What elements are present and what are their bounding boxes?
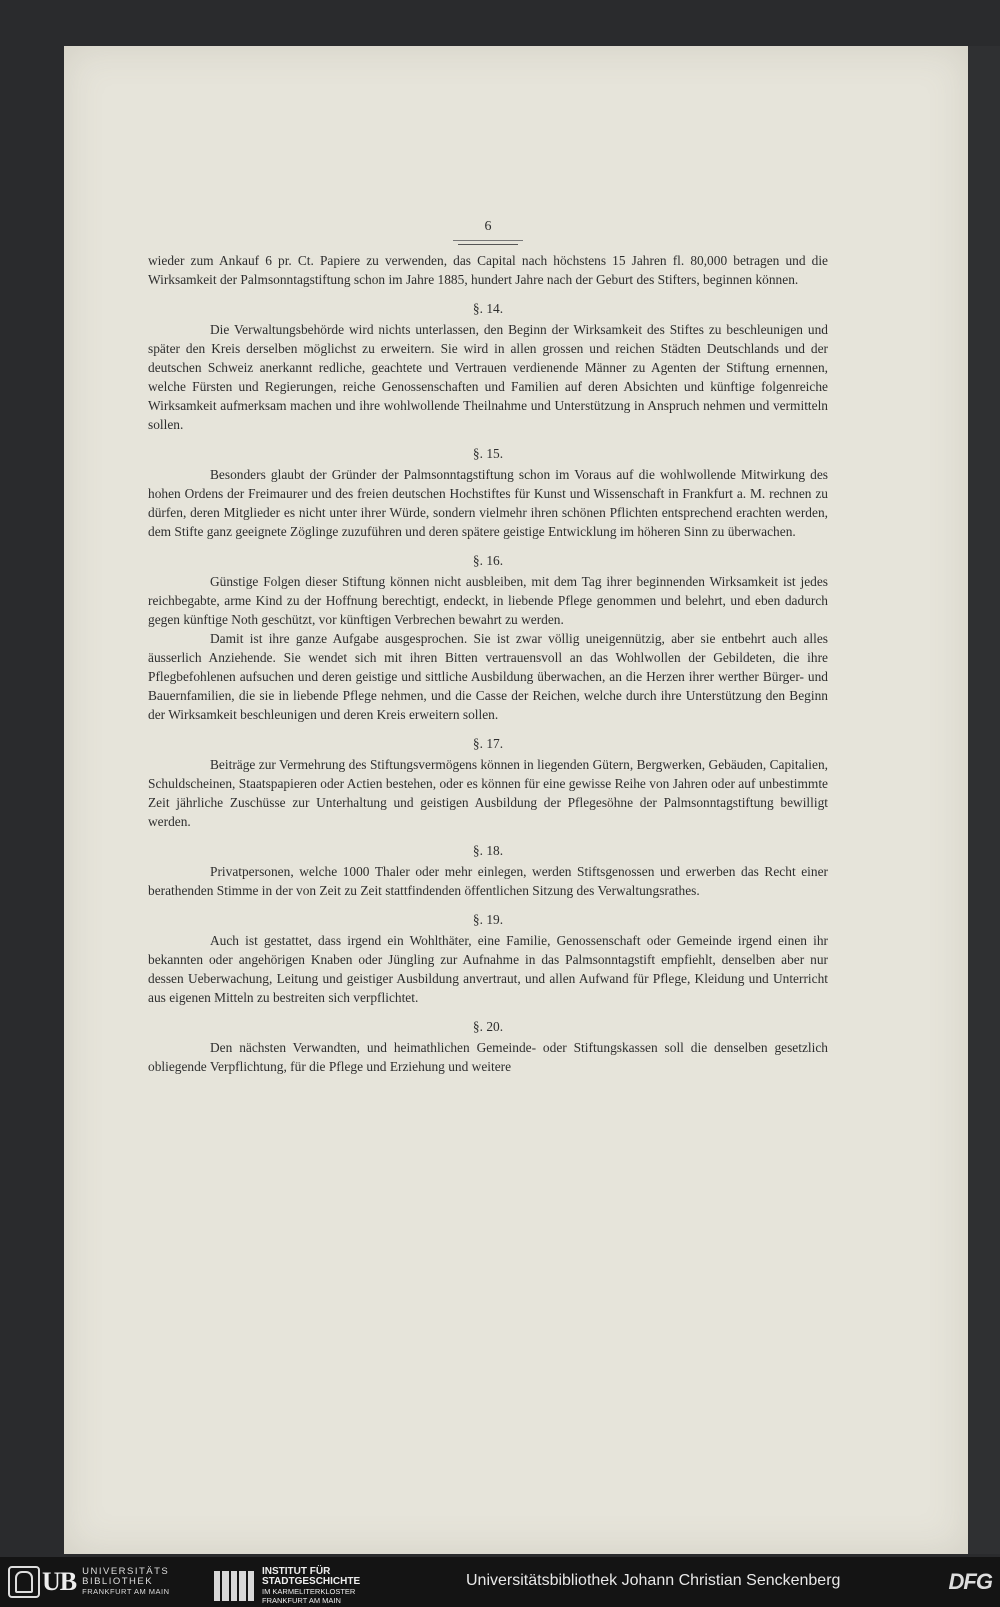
section-18 (148, 841, 828, 900)
section-15 (148, 444, 828, 541)
section-16 (148, 551, 828, 724)
ub-line-2: BIBLIOTHEK (82, 1576, 154, 1587)
dfg-logo[interactable]: DFG (948, 1569, 992, 1594)
page-content (148, 168, 828, 1078)
page-number: 6 (458, 218, 518, 245)
section-heading: §. 17. (472, 736, 504, 751)
section-heading: §. 18. (472, 843, 504, 858)
ub-logo[interactable] (8, 1567, 170, 1597)
ub-mark: UB (42, 1567, 77, 1596)
paragraph: Beiträge zur Vermehrung des Stiftungsvermögens können in liegenden Gütern, Bergwerken, Gebäuden, Capitalien, Schuldscheinen, Staatspapieren oder Actien bestehen, oder es können für eine gewisse Reihe von Jahren oder auf unbestimmte Zeit jährliche Zuschüsse zur Unterhaltung und geistigen Ausbildung der Pflegesöhne der Palmsonntagstiftung bewilligt werden. (148, 757, 828, 829)
ub-line-3: FRANKFURT AM MAIN (82, 1587, 170, 1596)
paragraph: Den nächsten Verwandten, und heimathlichen Gemeinde- oder Stiftungskassen soll die denselben gesetzlich obliegende Verpflichtung, für die Pflege und Erziehung und weitere (148, 1040, 828, 1074)
paragraph: Privatpersonen, welche 1000 Thaler oder mehr einlegen, werden Stiftsgenossen und erwerben das Recht einer berathenden Stimme in der von Zeit zu Zeit stattfindenden öffentlichen Sitzung des Verwaltungsrathes. (148, 864, 828, 898)
isg-line-2: STADTGESCHICHTE (262, 1576, 361, 1587)
section-heading: §. 20. (472, 1019, 504, 1034)
isg-line-1: INSTITUT FÜR (262, 1566, 331, 1577)
paragraph: Auch ist gestattet, dass irgend ein Wohlthäter, eine Familie, Genossenschaft oder Gemeinde irgend einen ihr bekannten oder angehörigen Knaben oder Jüngling zur Aufnahme in das Palmsonntagstift empfiehlt, denselben aber nur dessen Ueberwachung, Leitung und geistiger Ausbildung anvertraut, und allen Aufwand für Pflege, Kleidung und Unterricht aus eigenen Mitteln zu bestreiten sich verpflichtet. (148, 933, 828, 1005)
section-17 (148, 734, 828, 831)
section-heading: §. 19. (472, 912, 504, 927)
page-edge (968, 46, 1000, 1554)
section-heading: §. 16. (472, 553, 504, 568)
ub-line-1: UNIVERSITÄTS (82, 1566, 170, 1577)
section-heading: §. 14. (472, 301, 504, 316)
seal-icon (8, 1566, 40, 1598)
paragraph: Günstige Folgen dieser Stiftung können nicht ausbleiben, mit dem Tag ihrer beginnenden Wirksamkeit ist jedes reichbegabte, arme Kind zu der Hoffnung berechtigt, endeckt, in liebende Pflege genommen und belehrt, und eben dadurch gegen künftige Noth geschützt, vor künftigen Verbrechen bewahrt zu werden. (148, 574, 828, 627)
columns-icon (214, 1571, 254, 1601)
isg-logo[interactable] (214, 1567, 360, 1605)
library-name[interactable]: Universitätsbibliothek Johann Christian Senckenberg (466, 1572, 841, 1589)
ub-name (82, 1567, 169, 1597)
intro-paragraph: wieder zum Ankauf 6 pr. Ct. Papiere zu verwenden, das Capital nach höchstens 15 Jahren fl. 80,000 betragen und die Wirksamkeit der Palmsonntagstiftung schon im Jahre 1885, hundert Jahre nach der Geburt des Stifters, beginnen können. (148, 253, 828, 287)
paragraph: Damit ist ihre ganze Aufgabe ausgesprochen. Sie ist zwar völlig uneigennützig, aber sie entbehrt auch alles äusserlich Anziehende. Sie wendet sich mit ihren Bitten vertrauensvoll an das Wohlwollen der Gebildeten, die ihre Pflegbefohlenen aufsuchen und deren geistige und sittliche Ausbildung überwachen, an die Herzen ihrer werther Bürger- und Bauernfamilien, die sie in liebende Pflege nehmen, und die Casse der Reichen, welche durch ihre Unterstützung den Beginn der Wirksamkeit beschleunigen und deren Kreis erweitern sollen. (148, 631, 828, 722)
section-14 (148, 299, 828, 434)
isg-name (262, 1567, 360, 1605)
isg-line-3: IM KARMELITERKLOSTER (262, 1587, 356, 1596)
section-19 (148, 910, 828, 1007)
section-heading: §. 15. (472, 446, 504, 461)
footer-bar (0, 1557, 1000, 1607)
paragraph: Die Verwaltungsbehörde wird nichts unterlassen, den Beginn der Wirksamkeit des Stiftes zu beschleunigen und später den Kreis derselben möglichst zu erweitern. Sie wird in allen grossen und reichen Städten Deutschlands und der deutschen Schweiz anerkannt redliche, geachtete und Vertrauen verdienende Männer zu Agenten der Stiftung ernennen, welche Fürsten und Regierungen, reiche Genossenschaften und Familien auf deren Absichten und künftige folgenreiche Wirksamkeit aufmerksam machen und ihre wohlwollende Theilnahme und Unterstützung in Anspruch nehmen und vermitteln sollen. (148, 322, 828, 432)
section-20 (148, 1017, 828, 1076)
paragraph: Besonders glaubt der Gründer der Palmsonntagstiftung schon im Voraus auf die wohlwollende Mitwirkung des hohen Ordens der Freimaurer und des freien deutschen Hochstiftes für Kunst und Wissenschaft in Frankfurt a. M. rechnen zu dürfen, deren Mitglieder es nicht unter ihrer Würde, sondern vielmehr ihren schönen Pflichten entsprechend erachten werden, dem Stifte ganz geeignete Zöglinge zuzuführen und deren spätere geistige Entwicklung im höheren Sinn zu überwachen. (148, 467, 828, 539)
isg-line-4: FRANKFURT AM MAIN (262, 1596, 341, 1605)
